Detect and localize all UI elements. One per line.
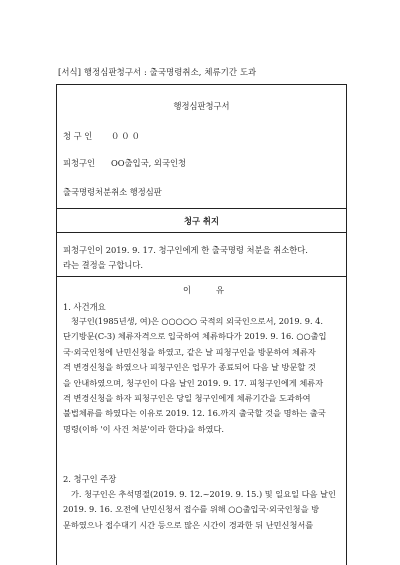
purpose-heading: 청구 취지	[184, 216, 219, 226]
respondent-label: 피청구인	[63, 158, 96, 168]
case-name: 출국명령처분취소 행정심판	[63, 187, 162, 197]
document-caption: [서식] 행정심판청구서 : 출국명령취소, 체류기간 도과	[58, 67, 257, 77]
reasons-heading-left: 이	[183, 285, 192, 295]
section-2-line: 2019. 9. 16. 오전에 난민신청서 접수를 위해 ○○출입국·외국인청을 방	[63, 504, 319, 515]
claimant-label: 청 구 인	[63, 131, 93, 141]
section-1-line: 불법체류를 하였다는 이유로 2019. 12. 16.까지 출국할 것을 명하는 출국	[63, 408, 326, 419]
section-1-line: 격 변경신청을 하였으나 피청구인은 업무가 종료되어 다음 날 방문할 것	[63, 362, 316, 373]
section-1-line: 명령(이하 '이 사건 처분'이라 한다)을 하였다.	[63, 423, 224, 434]
divider-reasons-top	[56, 276, 347, 277]
section-1-line: 격 변경신청을 하자 피청구인은 당일 청구인에게 체류기간을 도과하여	[63, 393, 311, 404]
section-2-line: 가. 청구인은 추석명절(2019. 9. 12.~2019. 9. 15.) 및 일요일 다음 날인	[71, 489, 336, 499]
section-1-line: 을 안내하였으며, 청구인이 다음 날인 2019. 9. 17. 피청구인에게 체류자	[63, 377, 324, 388]
section-1-title: 1. 사건개요	[63, 302, 106, 312]
section-1-line: 청구인(1985년생, 여)은 ○○○○○ 국적의 외국인으로서, 2019. 9. 4.	[71, 316, 323, 326]
section-1-line: 단기방문(C-3) 체류자격으로 입국하여 체류하다가 2019. 9. 16. ○○출입	[63, 331, 327, 342]
purpose-line: 피청구인이 2019. 9. 17. 청구인에게 한 출국명령 처분을 취소한다.	[63, 245, 308, 255]
divider-purpose-bottom	[56, 232, 347, 233]
section-2-line: 문하였으나 접수대기 시간 등으로 많은 시간이 경과한 뒤 난민신청서를	[63, 519, 314, 530]
section-2-title: 2. 청구인 주장	[63, 474, 117, 484]
section-2-body	[63, 487, 340, 533]
claimant-value: ０００	[111, 131, 142, 141]
section-1-line: 국·외국인청에 난민신청을 하였고, 같은 날 피청구인을 방문하여 체류자	[63, 346, 316, 357]
reasons-heading-right: 유	[216, 285, 225, 295]
form-title: 행정심판청구서	[173, 101, 230, 111]
section-1-body	[63, 314, 340, 437]
divider-purpose-top	[56, 208, 347, 209]
respondent-value: OO출입국, 외국인청	[111, 158, 186, 168]
purpose-line: 라는 결정을 구합니다.	[63, 260, 144, 270]
